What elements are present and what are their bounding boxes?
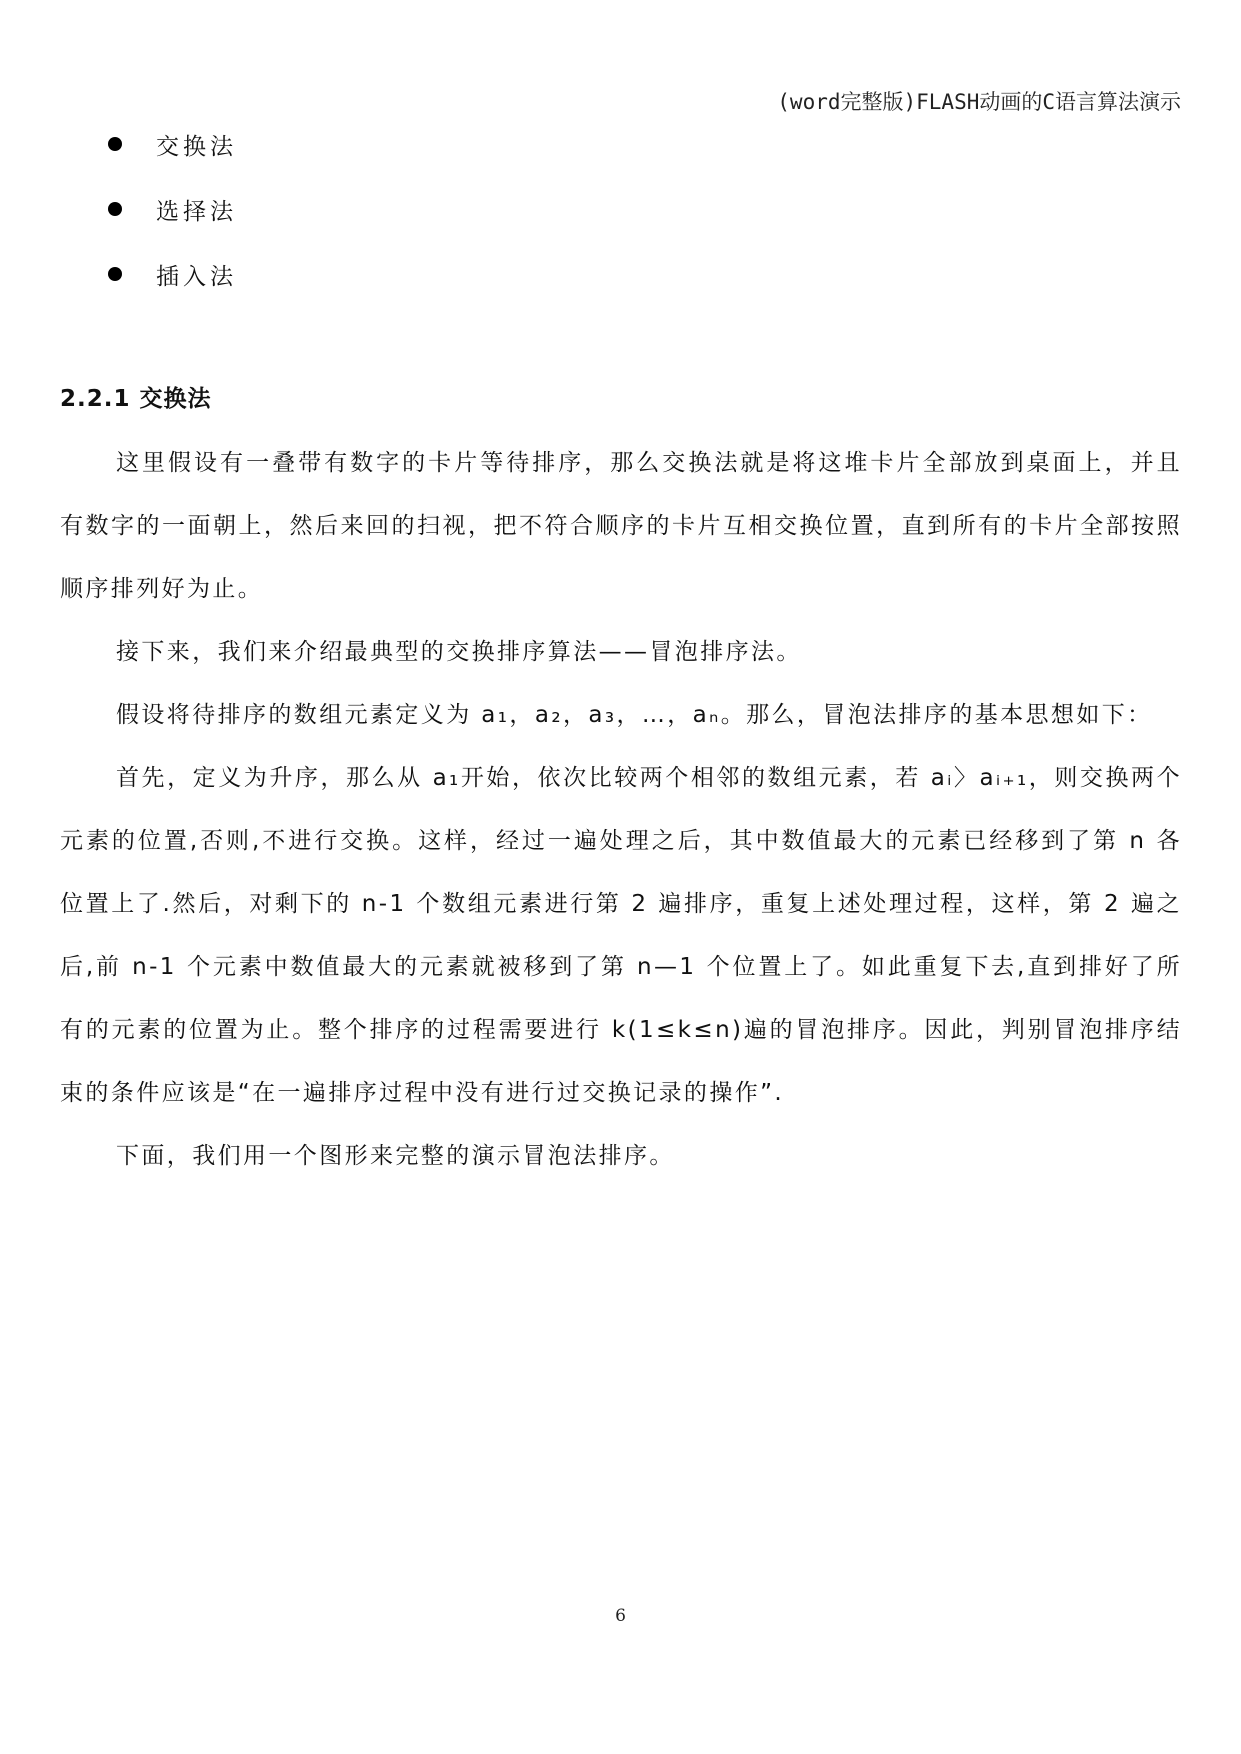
bullet-dot-icon xyxy=(108,267,122,281)
paragraph-bubble-intro: 接下来，我们来介绍最典型的交换排序算法——冒泡排序法。 xyxy=(116,639,802,665)
bullet-text: 插入法 xyxy=(156,264,237,290)
running-header: (word完整版)FLASH动画的C语言算法演示 xyxy=(777,90,1181,114)
paragraph-demo-block xyxy=(60,1125,1182,1188)
bullet-text: 选择法 xyxy=(156,199,237,225)
bullet-list xyxy=(108,128,237,323)
bullet-dot-icon xyxy=(108,137,122,151)
bullet-item xyxy=(108,128,237,193)
paragraph-definition: 假设将待排序的数组元素定义为 a₁，a₂，a₃，…，aₙ。那么，冒泡法排序的基本思想如下： xyxy=(116,702,1153,728)
paragraph-algorithm-block xyxy=(60,747,1182,1125)
bullet-dot-icon xyxy=(108,202,122,216)
bullet-item xyxy=(108,193,237,258)
page-number: 6 xyxy=(615,1606,626,1626)
bullet-item xyxy=(108,258,237,323)
paragraph-algorithm: 首先，定义为升序，那么从 a₁开始，依次比较两个相邻的数组元素，若 aᵢ〉aᵢ₊₁，则交换两个元素的位置,否则,不进行交换。这样，经过一遍处理之后，其中数值最大的元素已经移到了第 n 各位置上了.然后，对剩下的 n-1 个数组元素进行第 2 遍排序，重复上述处理过程，这样，第 2 遍之后,前 n-1 个元素中数值最大的元素就被移到了第 n—1 个位置上了。如此重复下去,直到排好了所有的元素的位置为止。整个排序的过程需要进行 k(1≤k≤n)遍的冒泡排序。因此，判别冒泡排序结束的条件应该是“在一遍排序过程中没有进行过交换记录的操作”. xyxy=(60,765,1182,1106)
paragraph-demo: 下面，我们用一个图形来完整的演示冒泡法排序。 xyxy=(116,1143,675,1169)
paragraph-bubble-intro-block xyxy=(60,621,1182,684)
bullet-text: 交换法 xyxy=(156,134,237,160)
section-heading: 2.2.1 交换法 xyxy=(60,386,212,412)
paragraph-definition-block xyxy=(60,684,1182,747)
paragraph-intro-block xyxy=(60,432,1182,621)
paragraph-intro: 这里假设有一叠带有数字的卡片等待排序，那么交换法就是将这堆卡片全部放到桌面上，并且有数字的一面朝上，然后来回的扫视，把不符合顺序的卡片互相交换位置，直到所有的卡片全部按照顺序排列好为止。 xyxy=(60,450,1182,602)
